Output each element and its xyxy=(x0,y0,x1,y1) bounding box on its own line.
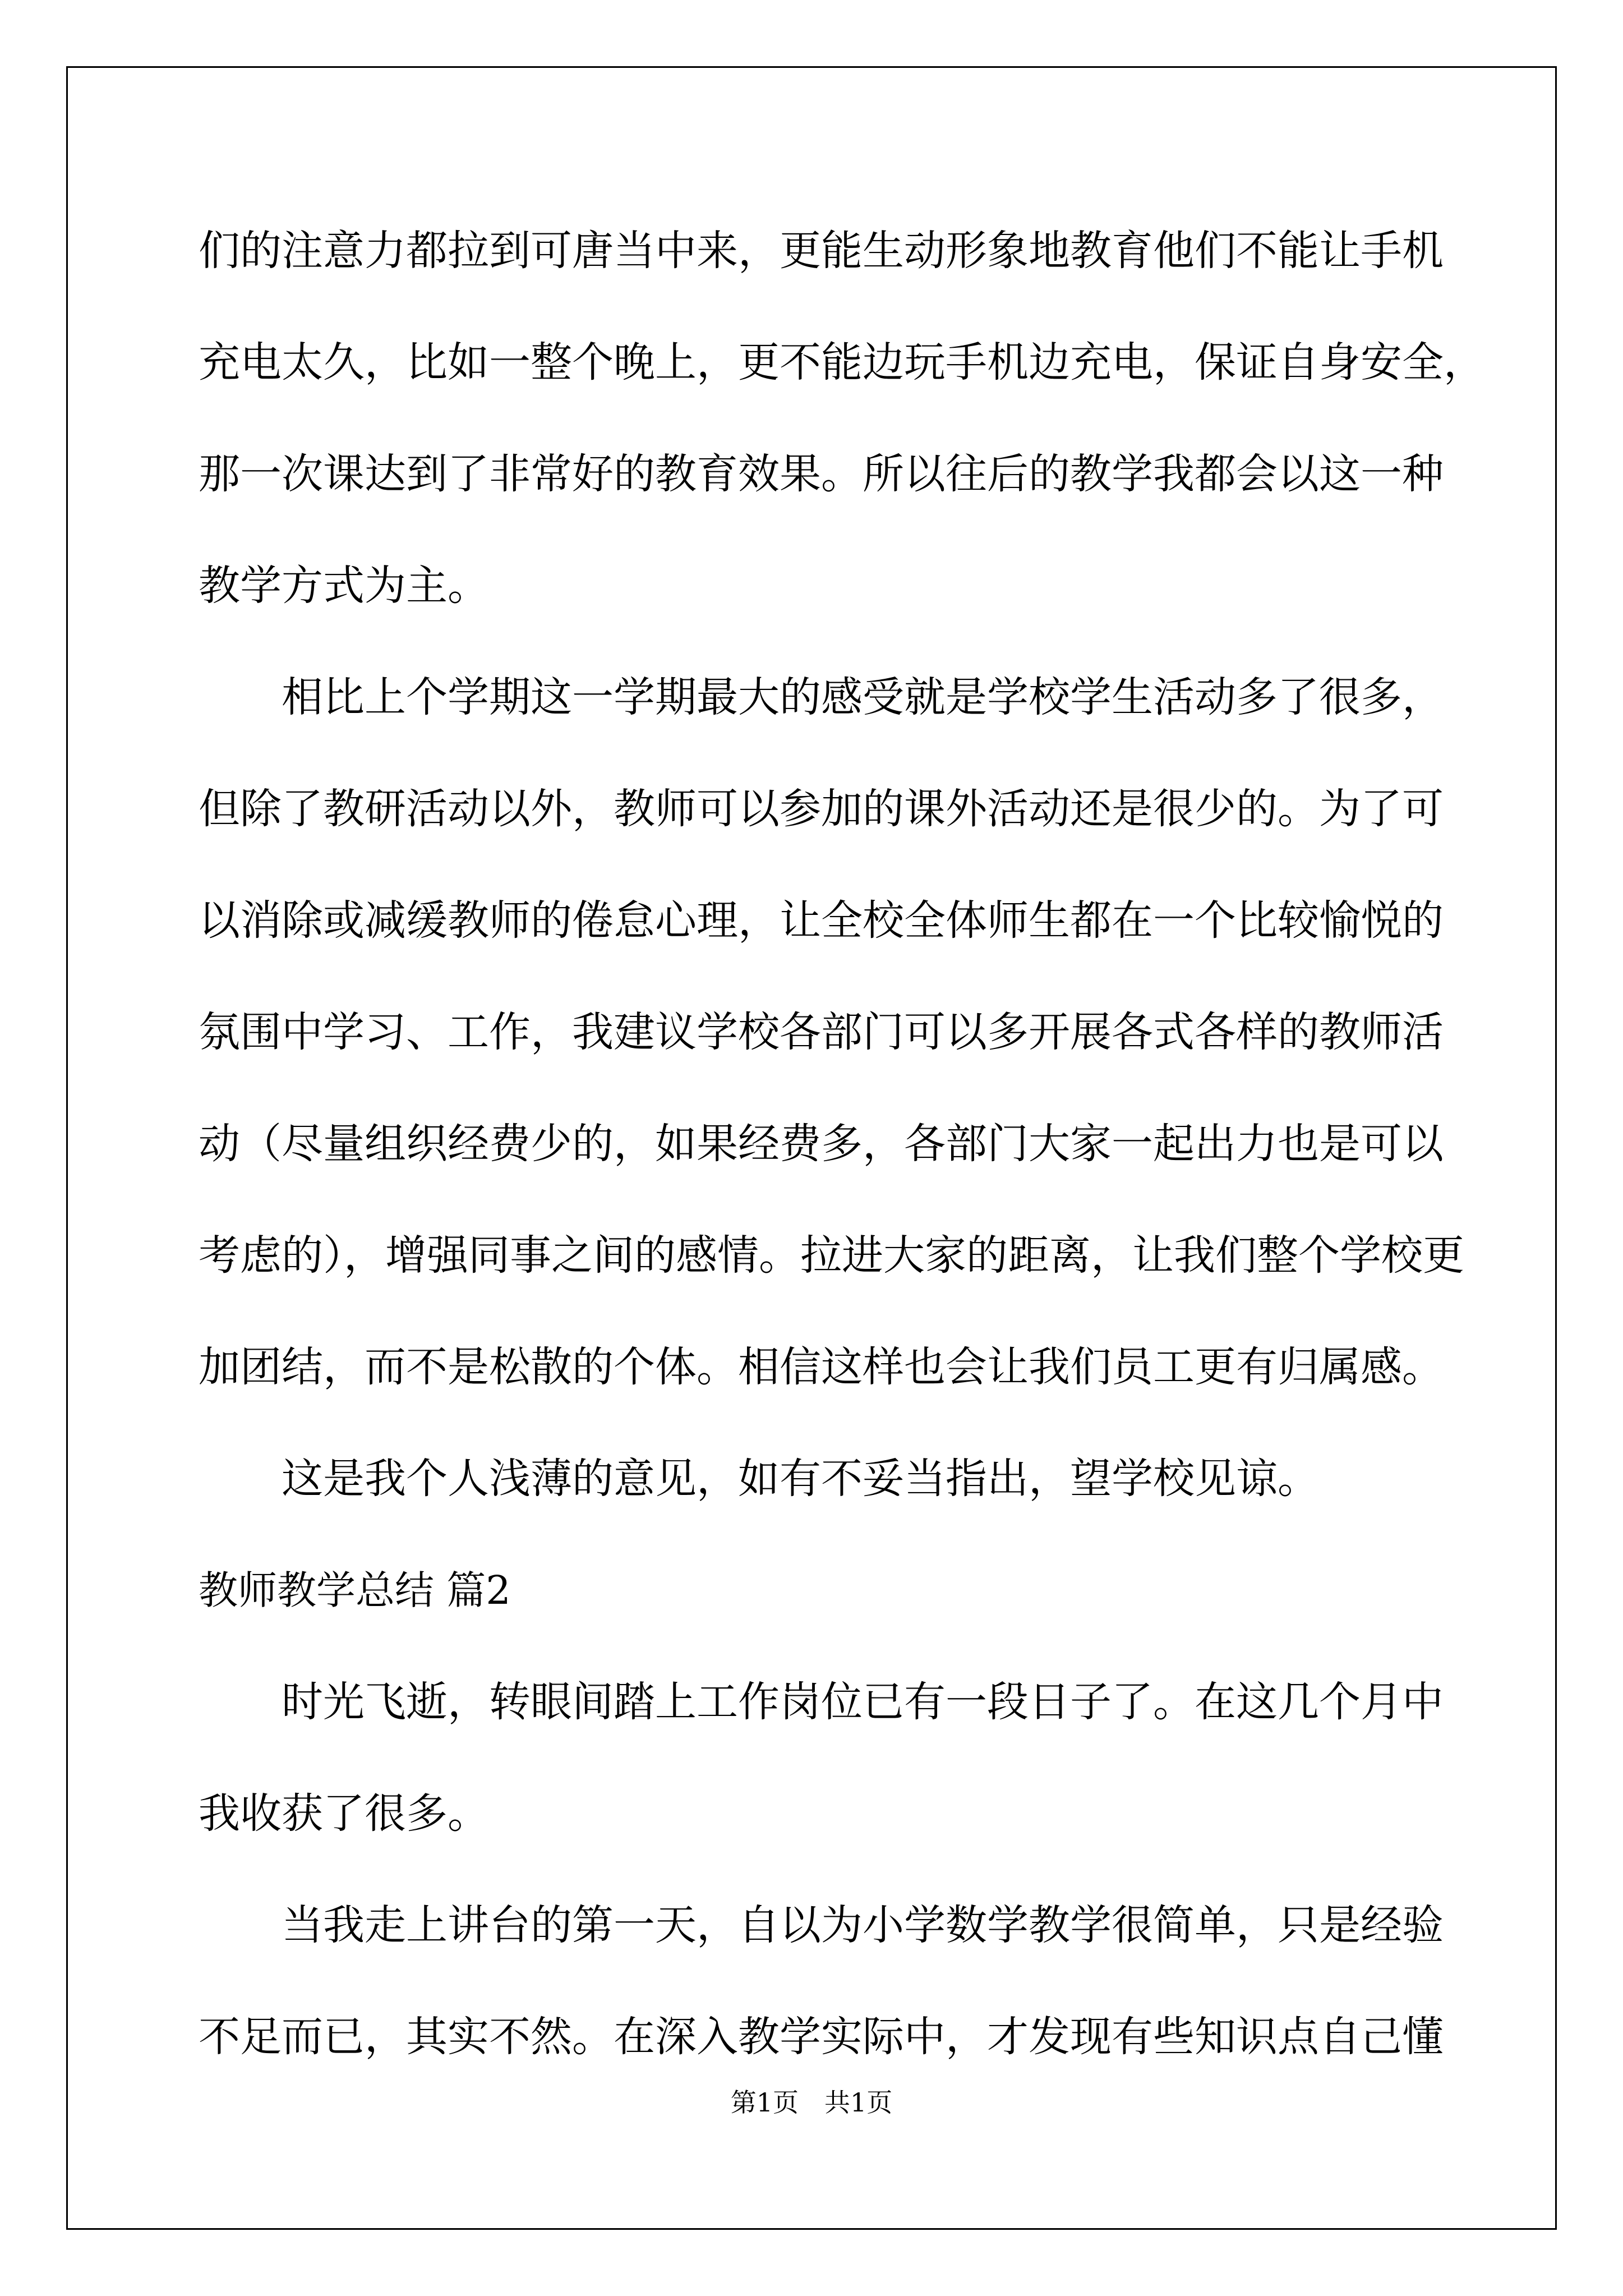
text-line: 氛围中学习、工作，我建议学校各部门可以多开展各式各样的教师活 xyxy=(199,1008,1444,1056)
text-line: 那一次课达到了非常好的教育效果。所以往后的教学我都会以这一种 xyxy=(199,450,1444,498)
text-line: 不足而已，其实不然。在深入教学实际中，才发现有些知识点自己懂 xyxy=(199,2013,1444,2061)
text-line: 我收获了很多。 xyxy=(199,1789,489,1838)
text-line: 以消除或减缓教师的倦怠心理，让全校全体师生都在一个比较愉悦的 xyxy=(199,896,1444,945)
section-heading: 教师教学总结 篇2 xyxy=(199,1567,511,1613)
text-line: 当我走上讲台的第一天，自以为小学数学教学很简单，只是经验 xyxy=(199,1901,1444,1949)
text-line: 时光飞逝，转眼间踏上工作岗位已有一段日子了。在这几个月中 xyxy=(199,1678,1444,1726)
text-line: 考虑的），增强同事之间的感情。拉进大家的距离，让我们整个学校更 xyxy=(199,1231,1464,1280)
text-line: 们的注意力都拉到可唐当中来，更能生动形象地教育他们不能让手机 xyxy=(199,227,1444,275)
text-line: 动（尽量组织经费少的，如果经费多，各部门大家一起出力也是可以 xyxy=(199,1120,1444,1168)
page-footer: 第1页 共1页 xyxy=(730,2087,893,2118)
document-body xyxy=(199,195,1485,2093)
text-line: 但除了教研活动以外，教师可以参加的课外活动还是很少的。为了可 xyxy=(199,785,1444,833)
text-line: 相比上个学期这一学期最大的感受就是学校学生活动多了很多， xyxy=(199,673,1444,721)
text-line: 这是我个人浅薄的意见，如有不妥当指出，望学校见谅。 xyxy=(199,1455,1319,1503)
text-line: 教学方式为主。 xyxy=(199,562,489,610)
text-line: 充电太久，比如一整个晚上，更不能边玩手机边充电，保证自身安全， xyxy=(199,338,1485,386)
text-line: 加团结，而不是松散的个体。相信这样也会让我们员工更有归属感。 xyxy=(199,1343,1444,1391)
